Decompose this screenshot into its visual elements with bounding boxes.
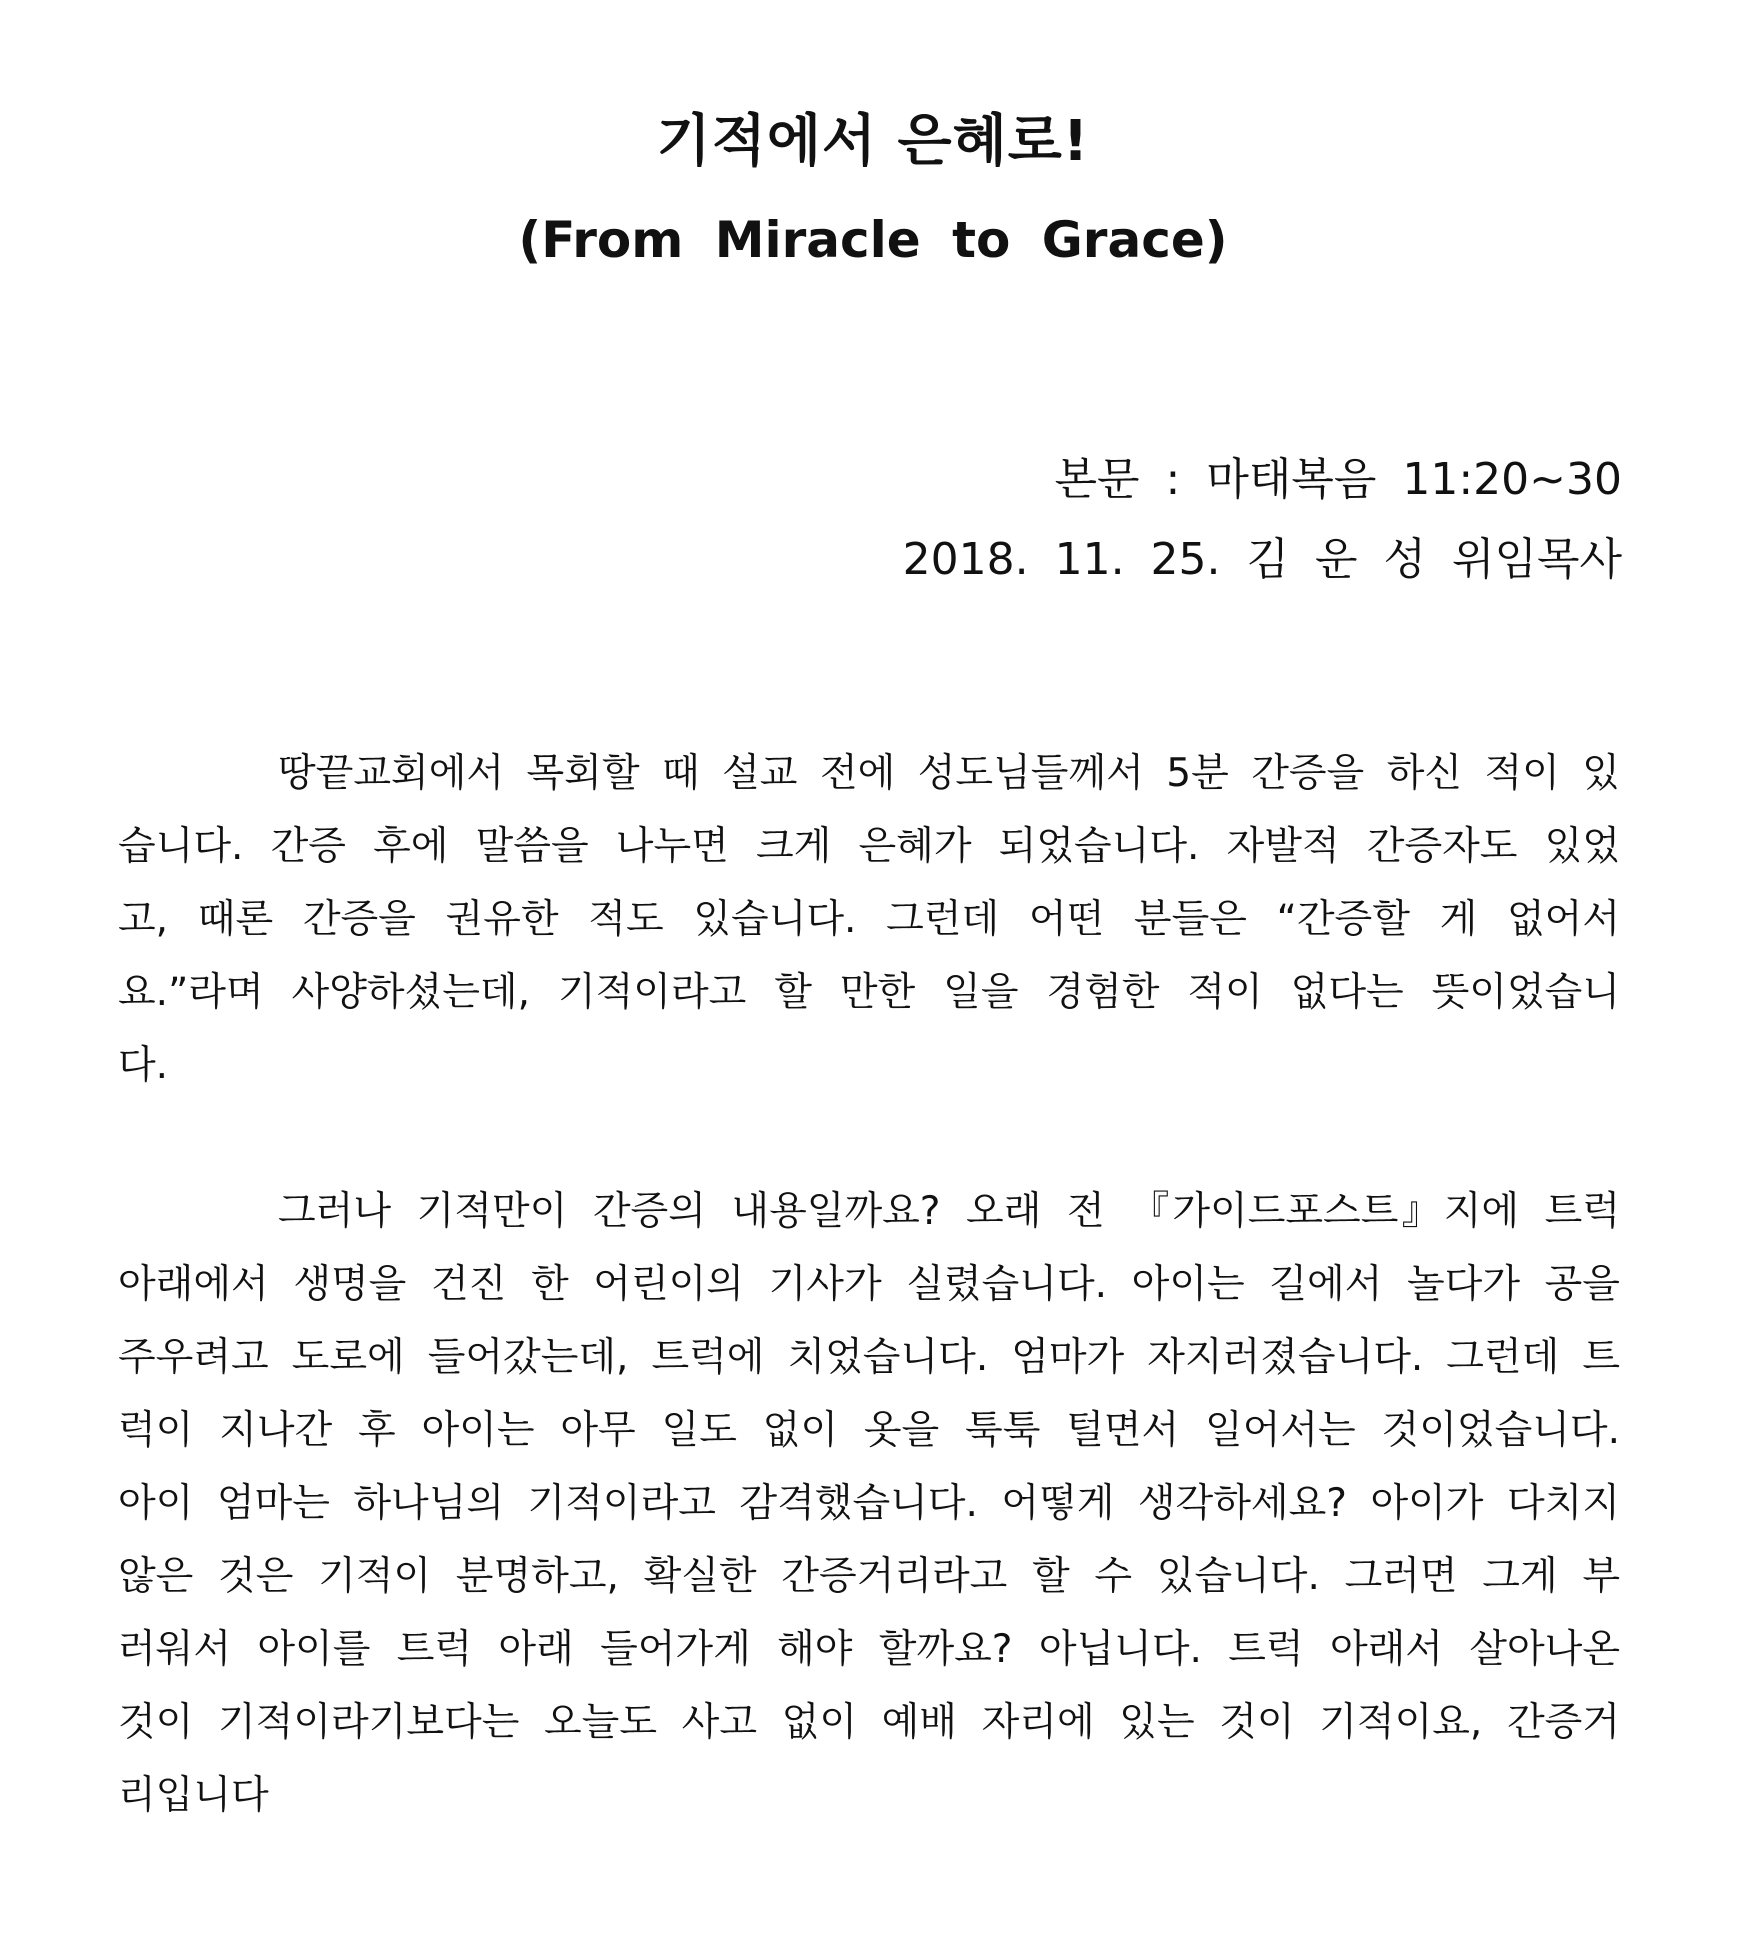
sermon-title: 기적에서 은혜로!	[656, 109, 1090, 174]
date-author: 2018. 11. 25. 김 운 성 위임목사	[902, 534, 1622, 585]
sermon-body	[118, 737, 1620, 1905]
paragraph: 그러나 기적만이 간증의 내용일까요? 오래 전 『가이드포스트』지에 트럭 아래에서 생명을 건진 한 어린이의 기사가 실렸습니다. 아이는 길에서 놀다가 공을 주우려고 도로에 들어갔는데, 트럭에 치었습니다. 엄마가 자지러졌습니다. 그런데 트럭이 지나간 후 아이는 아무 일도 없이 옷을 툭툭 털면서 일어서는 것이었습니다. 아이 엄마는 하나님의 기적이라고 감격했습니다. 어떻게 생각하세요? 아이가 다치지 않은 것은 기적이 분명하고, 확실한 간증거리라고 할 수 있습니다. 그러면 그게 부러워서 아이를 트럭 아래 들어가게 해야 할까요? 아닙니다. 트럭 아래서 살아나온 것이 기적이라기보다는 오늘도 사고 없이 예배 자리에 있는 것이 기적이요, 간증거리입니다	[118, 1189, 1620, 1818]
sermon-meta	[903, 440, 1622, 600]
sermon-subtitle: (From Miracle to Grace)	[518, 211, 1228, 269]
paragraph: 땅끝교회에서 목회할 때 설교 전에 성도님들께서 5분 간증을 하신 적이 있습니다. 간증 후에 말씀을 나누면 크게 은혜가 되었습니다. 자발적 간증자도 있었고, 때론 간증을 권유한 적도 있습니다. 그런데 어떤 분들은 “간증할 게 없어서요.”라며 사양하셨는데, 기적이라고 할 만한 일을 경험한 적이 없다는 뜻이었습니다.	[118, 751, 1620, 1088]
scripture-reference: 본문 : 마태복음 11:20~30	[1054, 454, 1622, 505]
